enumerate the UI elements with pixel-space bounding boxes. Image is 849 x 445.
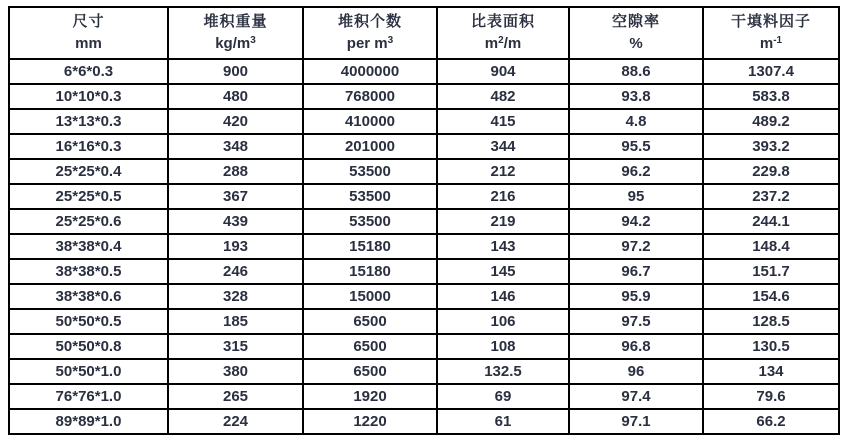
column-title: 干填料因子 [730,13,811,31]
table-cell: 97.5 [569,309,703,334]
table-cell: 219 [437,209,569,234]
table-cell: 229.8 [703,159,839,184]
table-cell: 1920 [303,384,437,409]
column-unit [169,33,302,55]
table-cell: 185 [168,309,303,334]
column-header-0 [9,7,168,59]
table-cell: 88.6 [569,59,703,84]
table-cell: 95.5 [569,134,703,159]
table-cell: 96.7 [569,259,703,284]
table-cell: 53500 [303,184,437,209]
column-header-3 [437,7,569,59]
table-cell: 348 [168,134,303,159]
table-cell: 50*50*1.0 [9,359,168,384]
table-cell: 6500 [303,359,437,384]
table-cell: 768000 [303,84,437,109]
table-cell: 95 [569,184,703,209]
table-cell: 134 [703,359,839,384]
table-cell: 216 [437,184,569,209]
table-cell: 10*10*0.3 [9,84,168,109]
table-cell: 15180 [303,259,437,284]
table-cell: 480 [168,84,303,109]
table-cell: 96.8 [569,334,703,359]
table-cell: 6500 [303,309,437,334]
table-cell: 1307.4 [703,59,839,84]
table-cell: 393.2 [703,134,839,159]
table-row [9,59,839,84]
table-cell: 69 [437,384,569,409]
table-cell: 265 [168,384,303,409]
column-unit [438,33,568,55]
column-title: 堆积个数 [337,13,402,31]
table-cell: 15000 [303,284,437,309]
table-cell: 25*25*0.6 [9,209,168,234]
table-cell: 38*38*0.4 [9,234,168,259]
table-cell: 50*50*0.8 [9,334,168,359]
table-cell: 132.5 [437,359,569,384]
table-cell: 95.9 [569,284,703,309]
table-cell: 50*50*0.5 [9,309,168,334]
table-header-row [9,7,839,59]
spec-table [8,6,840,435]
table-cell: 96.2 [569,159,703,184]
table-cell: 482 [437,84,569,109]
table-cell: 439 [168,209,303,234]
table-cell: 193 [168,234,303,259]
table-cell: 130.5 [703,334,839,359]
table-cell: 244.1 [703,209,839,234]
table-cell: 904 [437,59,569,84]
table-cell: 212 [437,159,569,184]
table-cell: 66.2 [703,409,839,434]
table-row [9,109,839,134]
table-cell: 344 [437,134,569,159]
table-cell: 97.4 [569,384,703,409]
table-cell: 97.1 [569,409,703,434]
table-cell: 1220 [303,409,437,434]
table-row [9,184,839,209]
table-cell: 15180 [303,234,437,259]
table-cell: 367 [168,184,303,209]
table-row [9,209,839,234]
table-cell: 25*25*0.4 [9,159,168,184]
table-cell: 380 [168,359,303,384]
table-cell: 237.2 [703,184,839,209]
column-unit-superscript: -1 [773,35,783,46]
column-unit [570,33,702,55]
column-header-4 [569,7,703,59]
table-cell: 53500 [303,209,437,234]
table-cell: 148.4 [703,234,839,259]
table-row [9,384,839,409]
table-row [9,84,839,109]
column-unit-base: kg/m [215,35,251,52]
table-cell: 106 [437,309,569,334]
table-cell: 97.2 [569,234,703,259]
table-cell: 6500 [303,334,437,359]
table-cell: 151.7 [703,259,839,284]
table-cell: 53500 [303,159,437,184]
table-cell: 79.6 [703,384,839,409]
table-row [9,259,839,284]
table-row [9,284,839,309]
table-cell: 89*89*1.0 [9,409,168,434]
table-header [9,7,839,59]
table-cell: 96 [569,359,703,384]
column-header-1 [168,7,303,59]
column-unit-suffix: /m [503,35,522,52]
table-cell: 16*16*0.3 [9,134,168,159]
table-cell: 143 [437,234,569,259]
table-cell: 4.8 [569,109,703,134]
table-row [9,359,839,384]
table-row [9,309,839,334]
table-body [9,59,839,434]
table-row [9,159,839,184]
column-unit [10,33,167,55]
table-cell: 410000 [303,109,437,134]
table-row [9,134,839,159]
table-cell: 61 [437,409,569,434]
table-cell: 94.2 [569,209,703,234]
table-cell: 25*25*0.5 [9,184,168,209]
column-title: 堆积重量 [203,13,268,31]
table-cell: 145 [437,259,569,284]
table-cell: 154.6 [703,284,839,309]
table-cell: 128.5 [703,309,839,334]
table-cell: 420 [168,109,303,134]
column-unit [304,33,436,55]
column-title: 尺寸 [72,13,105,31]
column-header-5 [703,7,839,59]
table-cell: 583.8 [703,84,839,109]
column-unit-superscript: 3 [387,35,394,46]
table-cell: 93.8 [569,84,703,109]
table-row [9,409,839,434]
table-cell: 489.2 [703,109,839,134]
column-unit-base: m [484,35,499,52]
column-unit [704,33,838,55]
table-cell: 38*38*0.5 [9,259,168,284]
table-cell: 288 [168,159,303,184]
column-unit-superscript: 3 [250,35,256,46]
table-cell: 224 [168,409,303,434]
table-row [9,334,839,359]
column-header-2 [303,7,437,59]
column-unit-base: m [759,35,774,52]
table-cell: 201000 [303,134,437,159]
column-unit-base: % [629,35,643,52]
column-unit-base: per m [346,35,388,52]
table-cell: 38*38*0.6 [9,284,168,309]
table-cell: 76*76*1.0 [9,384,168,409]
table-cell: 146 [437,284,569,309]
column-title: 空隙率 [611,13,660,31]
table-cell: 6*6*0.3 [9,59,168,84]
table-cell: 328 [168,284,303,309]
table-cell: 246 [168,259,303,284]
table-cell: 108 [437,334,569,359]
column-unit-base: mm [75,35,102,52]
table-cell: 315 [168,334,303,359]
table-cell: 4000000 [303,59,437,84]
column-unit-superscript: 2 [498,35,504,46]
table-row [9,234,839,259]
table-cell: 900 [168,59,303,84]
column-title: 比表面积 [470,13,535,31]
table-cell: 13*13*0.3 [9,109,168,134]
table-cell: 415 [437,109,569,134]
